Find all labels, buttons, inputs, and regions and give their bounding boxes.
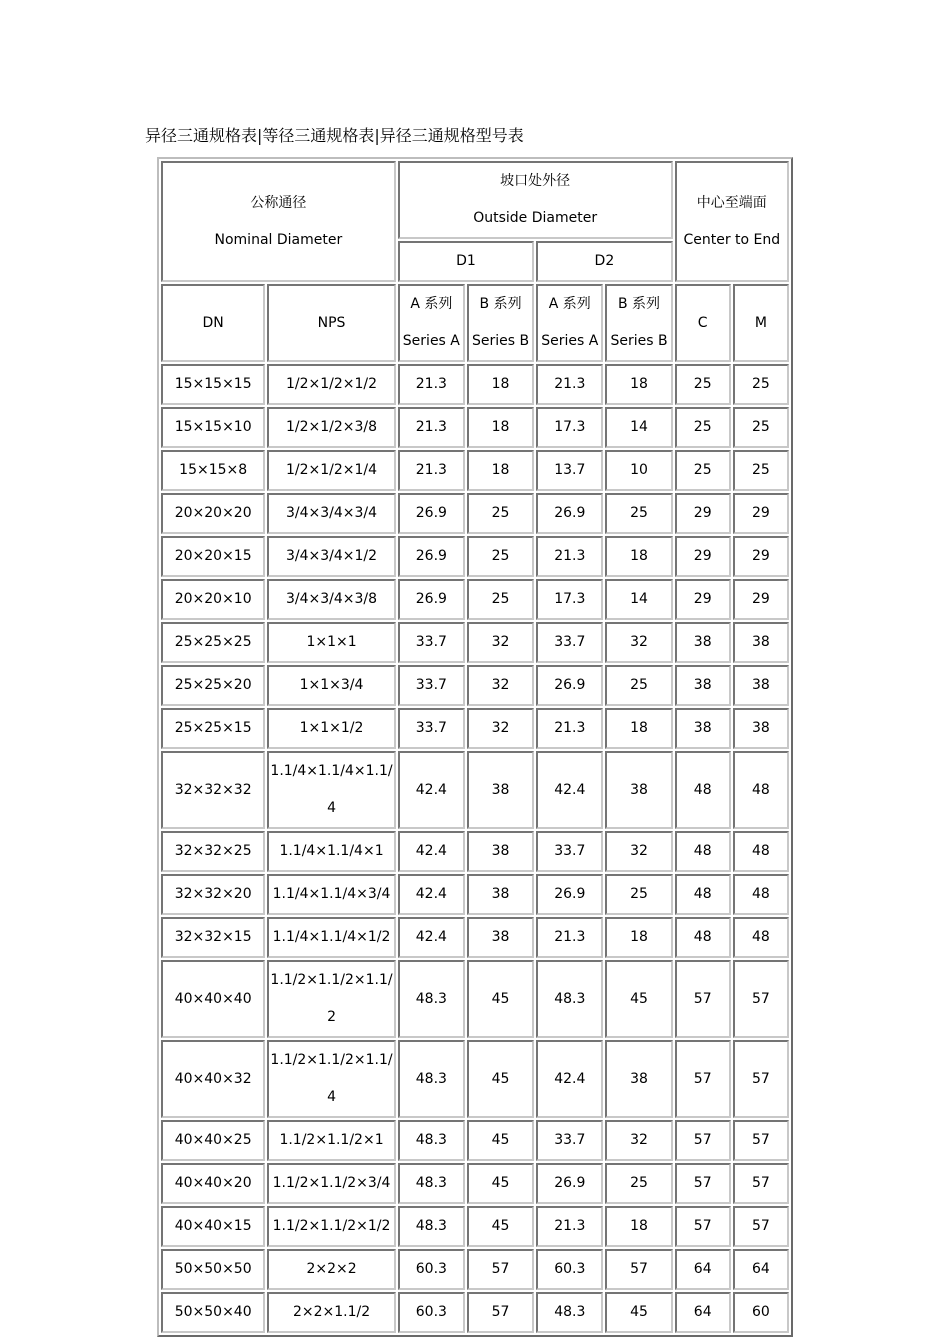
- spec-table-wrapper: [157, 157, 793, 1337]
- cell-m: 25: [733, 364, 789, 405]
- cell-d2-series-a: 21.3: [536, 536, 603, 577]
- table-row: [161, 751, 789, 829]
- cell-d2-series-b: 18: [605, 708, 672, 749]
- cell-nps: 1/2×1/2×1/4: [267, 450, 395, 491]
- cell-d1-series-b: 45: [467, 1206, 534, 1247]
- cell-c: 57: [675, 960, 731, 1038]
- header-center-en: Center to End: [683, 231, 781, 248]
- cell-d1-series-b: 32: [467, 665, 534, 706]
- cell-m: 60: [733, 1292, 789, 1333]
- table-row: [161, 1163, 789, 1204]
- cell-m: 57: [733, 1206, 789, 1247]
- cell-dn: 40×40×32: [161, 1040, 265, 1118]
- table-row: [161, 579, 789, 620]
- series-b-en: Series B: [610, 333, 668, 349]
- cell-dn: 40×40×15: [161, 1206, 265, 1247]
- cell-nps: 1.1/2×1.1/2×1.1/2: [267, 960, 395, 1038]
- cell-d1-series-a: 42.4: [398, 874, 465, 915]
- cell-nps: 1.1/4×1.1/4×1: [267, 831, 395, 872]
- cell-d2-series-a: 33.7: [536, 831, 603, 872]
- cell-c: 38: [675, 708, 731, 749]
- cell-m: 38: [733, 665, 789, 706]
- header-d1-series-a: [398, 284, 465, 362]
- cell-d1-series-b: 38: [467, 874, 534, 915]
- table-row: [161, 450, 789, 491]
- cell-m: 29: [733, 579, 789, 620]
- table-row: [161, 960, 789, 1038]
- cell-d1-series-a: 48.3: [398, 960, 465, 1038]
- table-row: [161, 1040, 789, 1118]
- cell-c: 25: [675, 407, 731, 448]
- cell-m: 25: [733, 407, 789, 448]
- cell-d2-series-b: 38: [605, 751, 672, 829]
- cell-d2-series-a: 26.9: [536, 665, 603, 706]
- cell-dn: 40×40×25: [161, 1120, 265, 1161]
- cell-c: 29: [675, 493, 731, 534]
- cell-nps: 2×2×1.1/2: [267, 1292, 395, 1333]
- cell-d2-series-b: 18: [605, 917, 672, 958]
- cell-d2-series-a: 17.3: [536, 407, 603, 448]
- cell-dn: 25×25×25: [161, 622, 265, 663]
- cell-c: 57: [675, 1120, 731, 1161]
- cell-c: 29: [675, 536, 731, 577]
- cell-m: 29: [733, 536, 789, 577]
- cell-dn: 20×20×15: [161, 536, 265, 577]
- table-row: [161, 708, 789, 749]
- cell-m: 48: [733, 751, 789, 829]
- cell-c: 57: [675, 1206, 731, 1247]
- header-d1-series-b: [467, 284, 534, 362]
- cell-d1-series-b: 45: [467, 1120, 534, 1161]
- cell-d2-series-a: 26.9: [536, 1163, 603, 1204]
- cell-dn: 40×40×20: [161, 1163, 265, 1204]
- header-d2-series-b: [605, 284, 672, 362]
- cell-nps: 1.1/4×1.1/4×1.1/4: [267, 751, 395, 829]
- cell-d2-series-a: 26.9: [536, 493, 603, 534]
- cell-d1-series-b: 38: [467, 831, 534, 872]
- table-row: [161, 622, 789, 663]
- header-outside-cn: 坡口处外径: [500, 173, 571, 189]
- cell-d1-series-b: 57: [467, 1292, 534, 1333]
- cell-d1-series-a: 21.3: [398, 407, 465, 448]
- cell-d1-series-b: 57: [467, 1249, 534, 1290]
- cell-c: 25: [675, 364, 731, 405]
- cell-nps: 3/4×3/4×1/2: [267, 536, 395, 577]
- cell-dn: 40×40×40: [161, 960, 265, 1038]
- cell-dn: 20×20×20: [161, 493, 265, 534]
- cell-nps: 1×1×1: [267, 622, 395, 663]
- cell-d1-series-a: 42.4: [398, 917, 465, 958]
- cell-m: 48: [733, 874, 789, 915]
- cell-c: 38: [675, 622, 731, 663]
- cell-d2-series-a: 21.3: [536, 364, 603, 405]
- table-row: [161, 1206, 789, 1247]
- cell-d1-series-a: 33.7: [398, 665, 465, 706]
- cell-c: 57: [675, 1163, 731, 1204]
- cell-d2-series-b: 32: [605, 1120, 672, 1161]
- cell-m: 48: [733, 917, 789, 958]
- cell-d1-series-b: 18: [467, 364, 534, 405]
- cell-nps: 1.1/2×1.1/2×1: [267, 1120, 395, 1161]
- cell-d1-series-b: 18: [467, 407, 534, 448]
- series-a-en: Series A: [541, 333, 599, 349]
- table-row: [161, 493, 789, 534]
- cell-d1-series-a: 26.9: [398, 536, 465, 577]
- series-b-cn: B 系列: [479, 296, 522, 312]
- cell-d1-series-a: 21.3: [398, 450, 465, 491]
- cell-dn: 50×50×50: [161, 1249, 265, 1290]
- cell-m: 57: [733, 1120, 789, 1161]
- cell-c: 64: [675, 1292, 731, 1333]
- cell-m: 29: [733, 493, 789, 534]
- cell-d2-series-a: 13.7: [536, 450, 603, 491]
- series-a-cn: A 系列: [410, 296, 453, 312]
- cell-dn: 25×25×20: [161, 665, 265, 706]
- header-d2-series-a: [536, 284, 603, 362]
- header-nps: NPS: [267, 284, 395, 362]
- cell-nps: 1/2×1/2×3/8: [267, 407, 395, 448]
- cell-m: 64: [733, 1249, 789, 1290]
- table-row: [161, 831, 789, 872]
- cell-m: 38: [733, 622, 789, 663]
- cell-c: 48: [675, 831, 731, 872]
- cell-dn: 15×15×15: [161, 364, 265, 405]
- header-row-1: [161, 161, 789, 239]
- cell-dn: 25×25×15: [161, 708, 265, 749]
- cell-nps: 1×1×3/4: [267, 665, 395, 706]
- cell-c: 48: [675, 917, 731, 958]
- cell-d1-series-b: 32: [467, 622, 534, 663]
- cell-d2-series-b: 18: [605, 364, 672, 405]
- cell-dn: 32×32×25: [161, 831, 265, 872]
- header-nominal-cn: 公称通径: [250, 194, 307, 211]
- cell-d1-series-a: 33.7: [398, 708, 465, 749]
- cell-nps: 1.1/2×1.1/2×3/4: [267, 1163, 395, 1204]
- cell-c: 48: [675, 751, 731, 829]
- header-nominal-diameter: [161, 161, 396, 282]
- cell-c: 25: [675, 450, 731, 491]
- cell-nps: 3/4×3/4×3/4: [267, 493, 395, 534]
- cell-m: 57: [733, 1040, 789, 1118]
- cell-nps: 1.1/4×1.1/4×1/2: [267, 917, 395, 958]
- cell-m: 48: [733, 831, 789, 872]
- cell-dn: 32×32×20: [161, 874, 265, 915]
- cell-d1-series-b: 32: [467, 708, 534, 749]
- cell-d1-series-a: 26.9: [398, 579, 465, 620]
- cell-nps: 1×1×1/2: [267, 708, 395, 749]
- cell-d1-series-a: 42.4: [398, 751, 465, 829]
- cell-d2-series-a: 60.3: [536, 1249, 603, 1290]
- spec-table: [157, 157, 793, 1337]
- series-a-cn: A 系列: [548, 296, 591, 312]
- cell-d2-series-a: 42.4: [536, 1040, 603, 1118]
- page-title: 异径三通规格表|等径三通规格表|异径三通规格型号表: [145, 126, 524, 145]
- cell-d1-series-b: 45: [467, 1163, 534, 1204]
- cell-d2-series-b: 25: [605, 665, 672, 706]
- series-b-en: Series B: [472, 333, 530, 349]
- table-body: [161, 364, 789, 1333]
- cell-d2-series-b: 14: [605, 579, 672, 620]
- cell-d2-series-b: 18: [605, 536, 672, 577]
- cell-d1-series-b: 38: [467, 751, 534, 829]
- cell-d2-series-b: 25: [605, 493, 672, 534]
- cell-d2-series-a: 21.3: [536, 1206, 603, 1247]
- cell-d2-series-b: 57: [605, 1249, 672, 1290]
- header-d1: D1: [398, 241, 534, 282]
- header-c: C: [675, 284, 731, 362]
- cell-d1-series-a: 48.3: [398, 1120, 465, 1161]
- cell-d1-series-a: 48.3: [398, 1163, 465, 1204]
- table-row: [161, 665, 789, 706]
- table-row: [161, 407, 789, 448]
- header-outside-diameter: [398, 161, 673, 239]
- cell-d2-series-a: 42.4: [536, 751, 603, 829]
- cell-d2-series-a: 48.3: [536, 960, 603, 1038]
- cell-c: 48: [675, 874, 731, 915]
- cell-d2-series-a: 17.3: [536, 579, 603, 620]
- cell-d1-series-a: 21.3: [398, 364, 465, 405]
- header-outside-en: Outside Diameter: [473, 210, 598, 226]
- cell-d2-series-b: 32: [605, 831, 672, 872]
- cell-dn: 15×15×8: [161, 450, 265, 491]
- cell-d1-series-a: 60.3: [398, 1292, 465, 1333]
- cell-d2-series-b: 45: [605, 1292, 672, 1333]
- cell-m: 38: [733, 708, 789, 749]
- cell-nps: 2×2×2: [267, 1249, 395, 1290]
- cell-d2-series-b: 18: [605, 1206, 672, 1247]
- cell-dn: 32×32×32: [161, 751, 265, 829]
- cell-d1-series-a: 33.7: [398, 622, 465, 663]
- table-row: [161, 1120, 789, 1161]
- table-row: [161, 1249, 789, 1290]
- cell-d1-series-a: 26.9: [398, 493, 465, 534]
- cell-dn: 20×20×10: [161, 579, 265, 620]
- series-b-cn: B 系列: [617, 296, 661, 312]
- cell-c: 64: [675, 1249, 731, 1290]
- cell-d2-series-b: 38: [605, 1040, 672, 1118]
- cell-nps: 1.1/2×1.1/2×1.1/4: [267, 1040, 395, 1118]
- cell-d2-series-b: 25: [605, 874, 672, 915]
- cell-m: 57: [733, 1163, 789, 1204]
- cell-d1-series-b: 25: [467, 579, 534, 620]
- cell-nps: 3/4×3/4×3/8: [267, 579, 395, 620]
- cell-d2-series-b: 14: [605, 407, 672, 448]
- cell-d1-series-a: 60.3: [398, 1249, 465, 1290]
- cell-d1-series-b: 25: [467, 493, 534, 534]
- cell-dn: 32×32×15: [161, 917, 265, 958]
- cell-m: 57: [733, 960, 789, 1038]
- cell-d2-series-a: 21.3: [536, 917, 603, 958]
- cell-d2-series-a: 33.7: [536, 622, 603, 663]
- cell-d1-series-b: 45: [467, 960, 534, 1038]
- cell-dn: 50×50×40: [161, 1292, 265, 1333]
- cell-d2-series-b: 10: [605, 450, 672, 491]
- cell-d2-series-a: 48.3: [536, 1292, 603, 1333]
- cell-nps: 1.1/4×1.1/4×3/4: [267, 874, 395, 915]
- header-d2: D2: [536, 241, 672, 282]
- table-row: [161, 874, 789, 915]
- cell-d1-series-a: 48.3: [398, 1040, 465, 1118]
- cell-d2-series-a: 26.9: [536, 874, 603, 915]
- cell-m: 25: [733, 450, 789, 491]
- cell-d1-series-b: 45: [467, 1040, 534, 1118]
- cell-c: 57: [675, 1040, 731, 1118]
- header-row-3: [161, 284, 789, 362]
- cell-dn: 15×15×10: [161, 407, 265, 448]
- series-a-en: Series A: [402, 333, 460, 349]
- cell-d1-series-b: 38: [467, 917, 534, 958]
- table-row: [161, 1292, 789, 1333]
- cell-d2-series-b: 45: [605, 960, 672, 1038]
- cell-d1-series-a: 48.3: [398, 1206, 465, 1247]
- cell-d1-series-b: 18: [467, 450, 534, 491]
- cell-nps: 1/2×1/2×1/2: [267, 364, 395, 405]
- cell-c: 38: [675, 665, 731, 706]
- header-nominal-en: Nominal Diameter: [214, 231, 343, 248]
- cell-d2-series-b: 25: [605, 1163, 672, 1204]
- cell-d2-series-b: 32: [605, 622, 672, 663]
- header-dn: DN: [161, 284, 265, 362]
- cell-d2-series-a: 33.7: [536, 1120, 603, 1161]
- header-center-to-end: [675, 161, 789, 282]
- cell-nps: 1.1/2×1.1/2×1/2: [267, 1206, 395, 1247]
- cell-d2-series-a: 21.3: [536, 708, 603, 749]
- header-m: M: [733, 284, 789, 362]
- cell-c: 29: [675, 579, 731, 620]
- table-row: [161, 364, 789, 405]
- cell-d1-series-a: 42.4: [398, 831, 465, 872]
- header-center-cn: 中心至端面: [696, 194, 767, 211]
- table-row: [161, 917, 789, 958]
- cell-d1-series-b: 25: [467, 536, 534, 577]
- table-row: [161, 536, 789, 577]
